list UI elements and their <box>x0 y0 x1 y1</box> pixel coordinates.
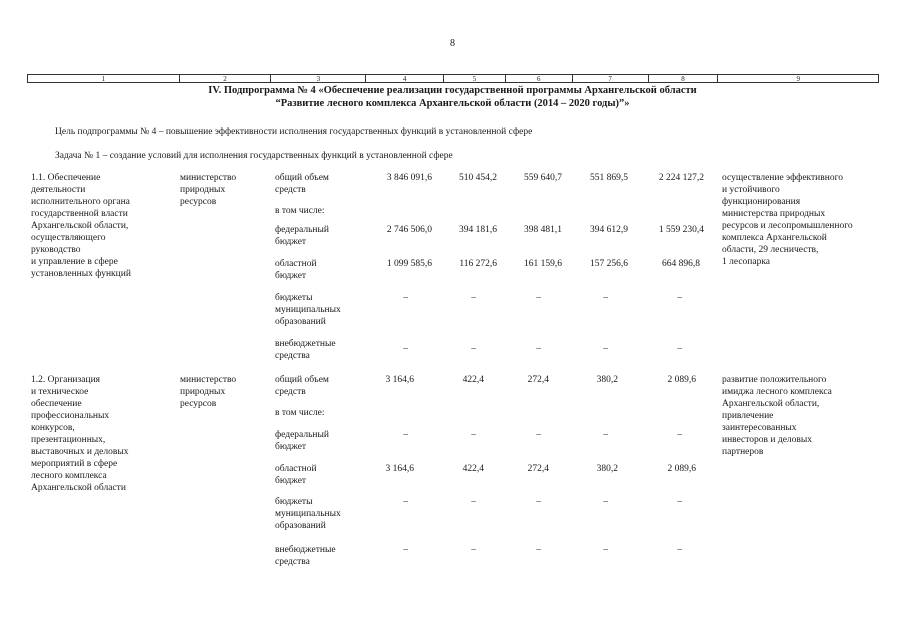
source-label: федеральный бюджет <box>275 225 329 247</box>
value-cell: – <box>677 545 682 555</box>
value-cell: 422,4 <box>462 375 484 385</box>
expected-result-1-1: осуществление эффективного и устойчивого функционирования министерства природных ресурсов и лесопромышленного комплекса Архангельской области, 29 лесничеств, 1 лесопарка <box>722 173 853 267</box>
source-label: в том числе: <box>275 408 325 418</box>
value-cell: – <box>677 497 682 507</box>
source-label: общий объем средств <box>275 375 329 397</box>
source-label: бюджеты муниципальных образований <box>275 497 341 531</box>
value-cell: 161 159,6 <box>524 259 562 269</box>
subprogram-goal: Цель подпрограммы № 4 – повышение эффективности исполнения государственных функций в установленной сфере <box>55 127 533 137</box>
value-cell: 394 181,6 <box>459 225 497 235</box>
column-number: 2 <box>180 75 272 82</box>
executor-1-1: министерство природных ресурсов <box>180 173 237 207</box>
subprogram-title-line-2: “Развитие лесного комплекса Архангельской области (2014 – 2020 годы)”» <box>275 98 630 109</box>
value-cell: – <box>603 497 608 507</box>
value-cell: – <box>471 344 476 354</box>
source-label: бюджеты муниципальных образований <box>275 293 341 327</box>
column-number: 8 <box>649 75 719 82</box>
executor-1-2: министерство природных ресурсов <box>180 375 237 409</box>
activity-name-1-1: 1.1. Обеспечение деятельности исполнительного органа государственной власти Архангельской области, осуществляющего руководство и управление в сфере установленных функций <box>31 173 131 279</box>
source-label: в том числе: <box>275 206 325 216</box>
value-cell: – <box>603 293 608 303</box>
value-cell: 3 846 091,6 <box>386 173 432 183</box>
value-cell: 559 640,7 <box>524 173 562 183</box>
value-cell: – <box>536 430 541 440</box>
column-number: 1 <box>28 75 180 82</box>
column-number: 6 <box>506 75 573 82</box>
subprogram-title-line-1: IV. Подпрограмма № 4 «Обеспечение реализации государственной программы Архангельской области <box>208 85 697 96</box>
value-cell: – <box>603 430 608 440</box>
value-cell: – <box>603 545 608 555</box>
value-cell: 510 454,2 <box>459 173 497 183</box>
value-cell: – <box>677 430 682 440</box>
source-label: федеральный бюджет <box>275 430 329 452</box>
value-cell: 380,2 <box>596 464 618 474</box>
value-cell: – <box>603 344 608 354</box>
page-number: 8 <box>450 38 455 49</box>
value-cell: 394 612,9 <box>590 225 628 235</box>
value-cell: – <box>536 293 541 303</box>
subprogram-task: Задача № 1 – создание условий для исполнения государственных функций в установленной сфере <box>55 151 453 161</box>
value-cell: 272,4 <box>527 375 549 385</box>
source-label: общий объем средств <box>275 173 329 195</box>
value-cell: – <box>677 344 682 354</box>
source-label: внебюджетные средства <box>275 339 336 361</box>
value-cell: 2 089,6 <box>667 375 696 385</box>
value-cell: 2 224 127,2 <box>658 173 704 183</box>
value-cell: – <box>536 344 541 354</box>
column-number: 3 <box>271 75 366 82</box>
activity-name-1-2: 1.2. Организация и техническое обеспечение профессиональных конкурсов, презентационных, выставочных и деловых мероприятий в сфере лесного комплекса Архангельской области <box>31 375 129 493</box>
value-cell: 2 746 506,0 <box>386 225 432 235</box>
value-cell: – <box>403 293 408 303</box>
source-label: областной бюджет <box>275 259 317 281</box>
value-cell: 551 869,5 <box>590 173 628 183</box>
value-cell: 157 256,6 <box>590 259 628 269</box>
value-cell: – <box>471 293 476 303</box>
value-cell: 398 481,1 <box>524 225 562 235</box>
column-number: 9 <box>796 75 800 83</box>
value-cell: 380,2 <box>596 375 618 385</box>
column-number: 5 <box>444 75 506 82</box>
value-cell: 1 099 585,6 <box>386 259 432 269</box>
value-cell: 116 272,6 <box>459 259 497 269</box>
source-label: областной бюджет <box>275 464 317 486</box>
value-cell: – <box>536 497 541 507</box>
value-cell: – <box>471 430 476 440</box>
value-cell: – <box>471 545 476 555</box>
value-cell: – <box>403 344 408 354</box>
value-cell: 3 164,6 <box>385 464 414 474</box>
value-cell: 1 559 230,4 <box>658 225 704 235</box>
expected-result-1-2: развитие положительного имиджа лесного комплекса Архангельской области, привлечение заинтересованных инвесторов и деловых партнеров <box>722 375 832 457</box>
value-cell: 664 896,8 <box>662 259 700 269</box>
column-number-row <box>27 74 879 83</box>
value-cell: 3 164,6 <box>385 375 414 385</box>
value-cell: 2 089,6 <box>667 464 696 474</box>
value-cell: 272,4 <box>527 464 549 474</box>
value-cell: – <box>403 545 408 555</box>
column-number: 4 <box>366 75 444 82</box>
value-cell: – <box>677 293 682 303</box>
value-cell: – <box>403 497 408 507</box>
column-number: 7 <box>573 75 649 82</box>
value-cell: – <box>536 545 541 555</box>
value-cell: 422,4 <box>462 464 484 474</box>
value-cell: – <box>471 497 476 507</box>
value-cell: – <box>403 430 408 440</box>
source-label: внебюджетные средства <box>275 545 336 567</box>
